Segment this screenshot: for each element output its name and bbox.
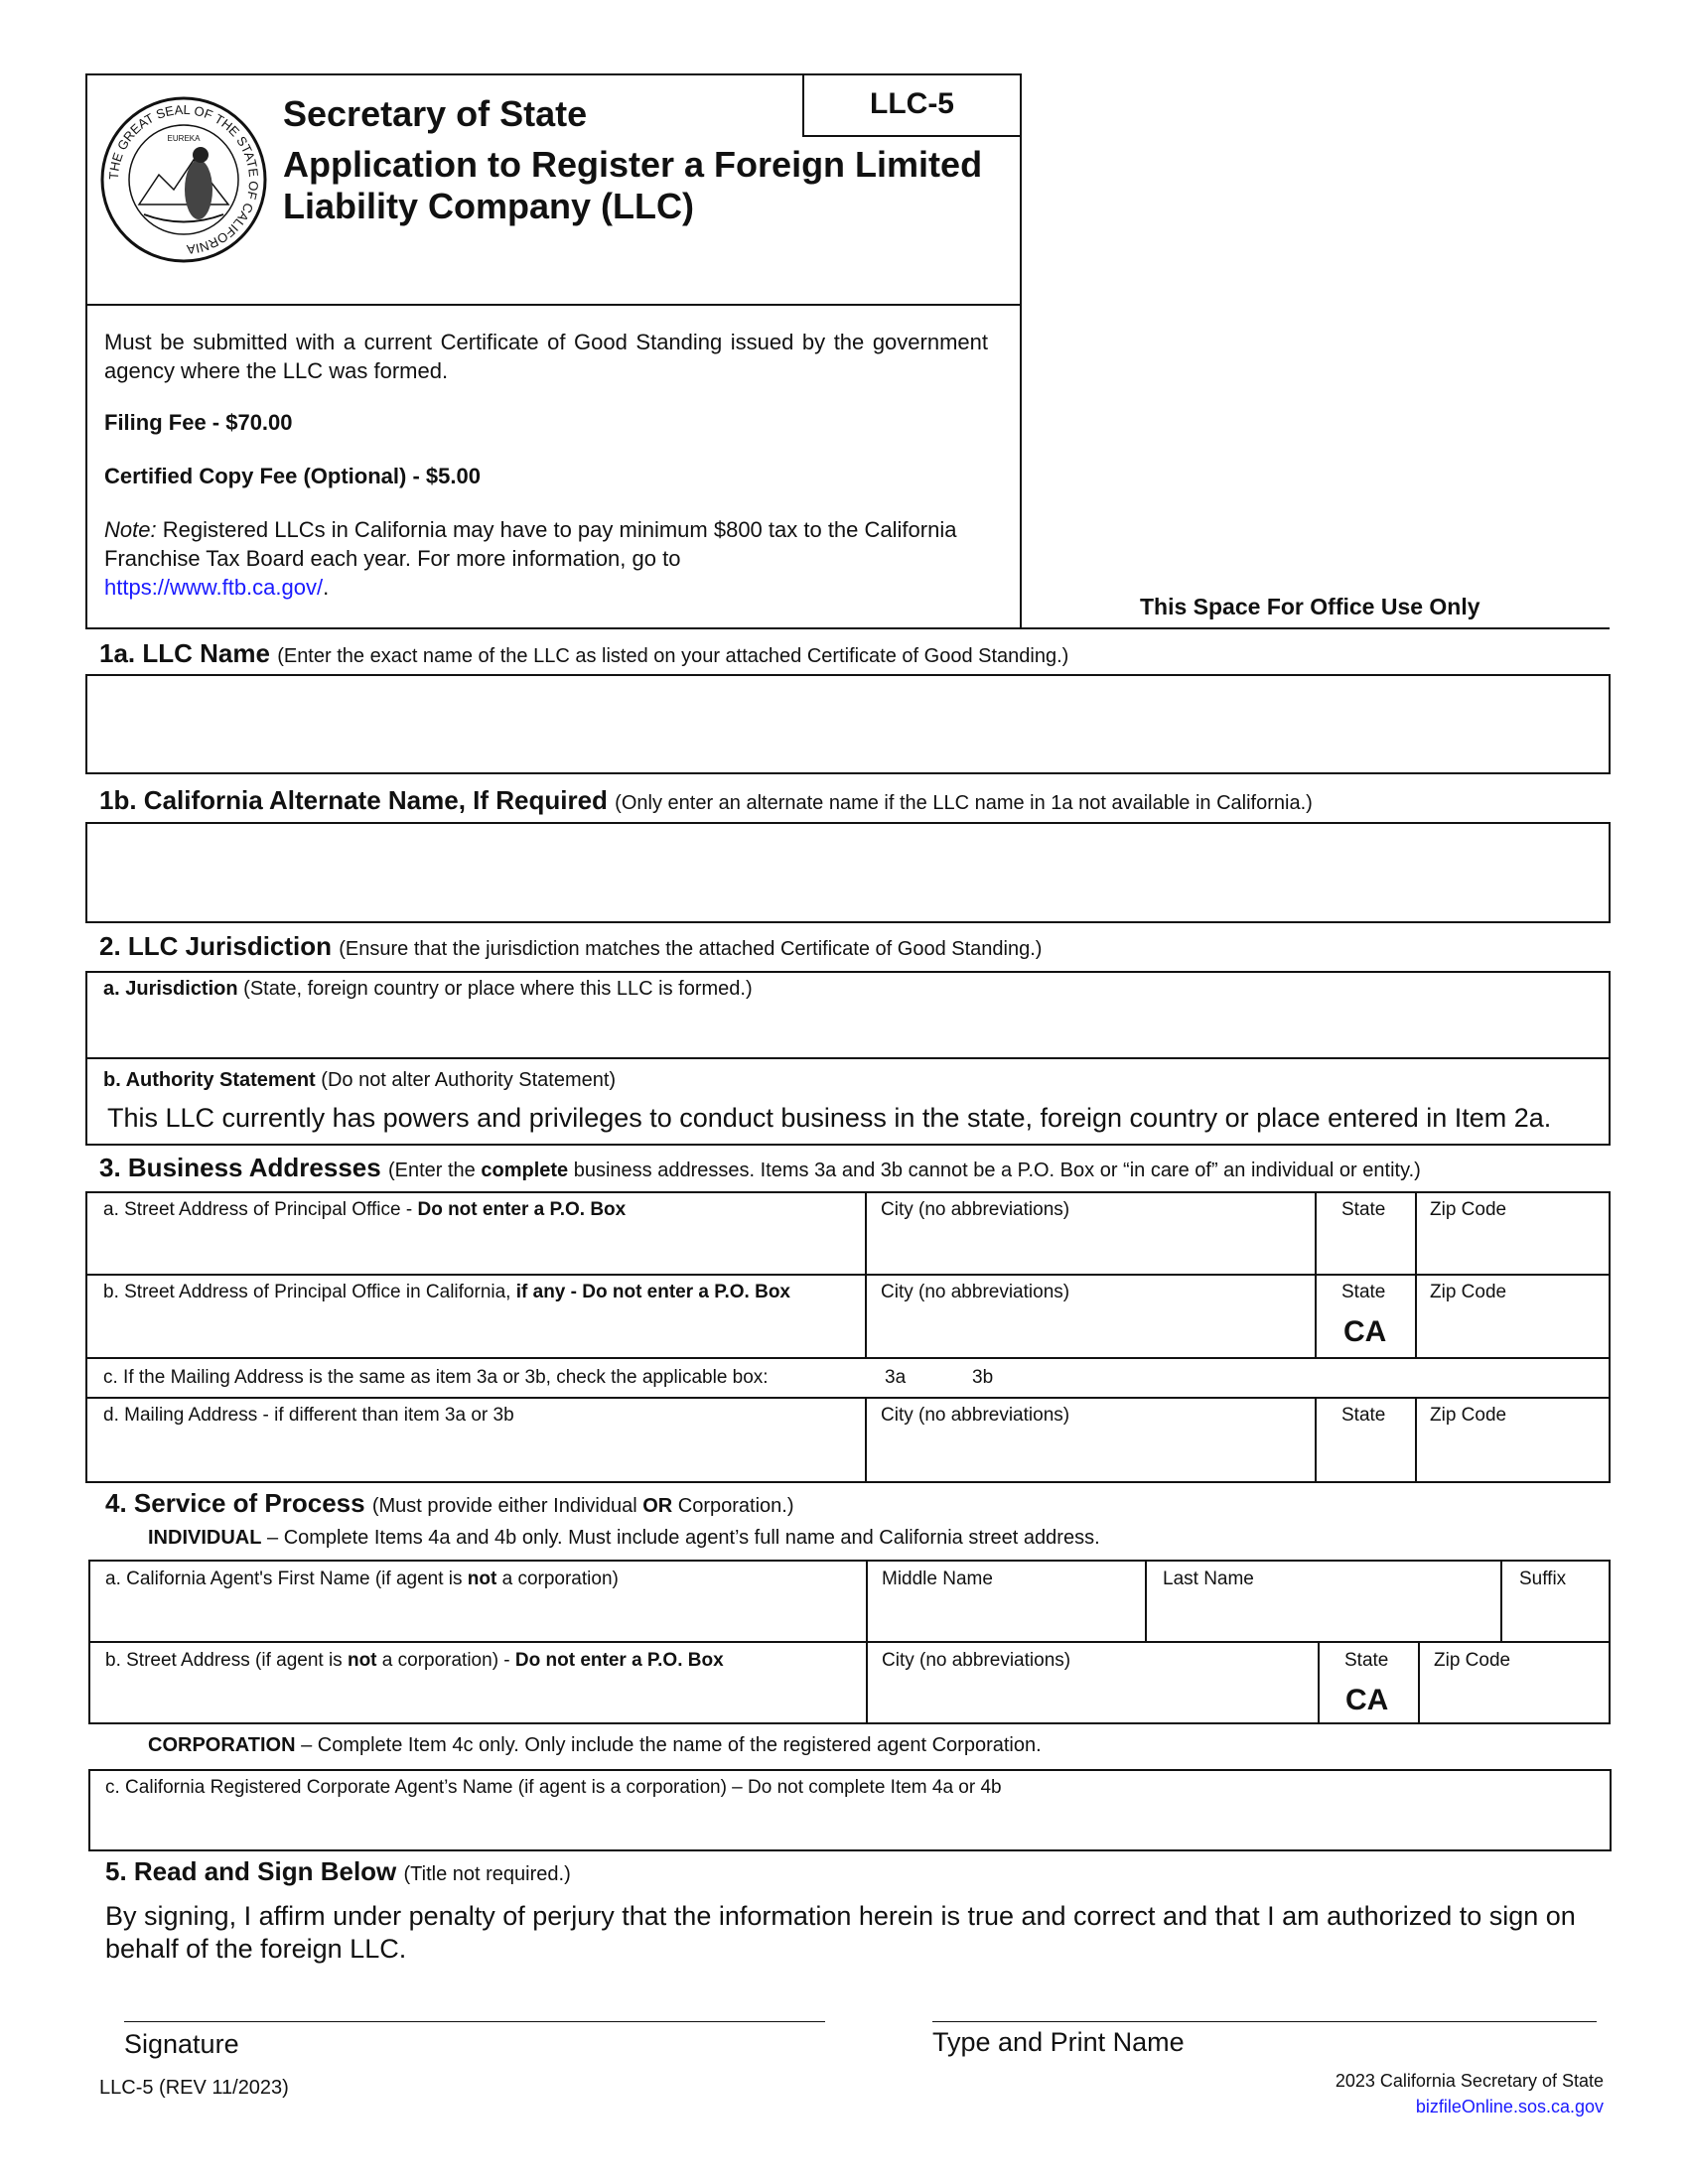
tax-note bbox=[104, 515, 988, 602]
svg-text:EUREKA: EUREKA bbox=[167, 134, 201, 143]
section-1b-heading bbox=[99, 785, 1313, 816]
divider bbox=[1418, 1641, 1420, 1723]
divider bbox=[866, 1560, 868, 1723]
mailing-same-3b-checkbox[interactable]: 3b bbox=[972, 1367, 994, 1388]
note: (Do not alter Authority Statement) bbox=[321, 1069, 617, 1091]
copy-fee: Certified Copy Fee (Optional) - $5.00 bbox=[104, 464, 481, 488]
note-bold: complete bbox=[481, 1160, 569, 1181]
signature-line[interactable] bbox=[124, 2021, 825, 2022]
label: a. Jurisdiction bbox=[103, 978, 238, 1000]
divider bbox=[85, 1274, 1610, 1276]
agent-last-name-field[interactable]: Last Name bbox=[1163, 1569, 1254, 1589]
principal-office-street-field[interactable] bbox=[103, 1199, 626, 1221]
label: a corporation) - bbox=[376, 1650, 515, 1671]
label: a corporation) bbox=[496, 1569, 619, 1589]
individual-instructions bbox=[148, 1527, 1100, 1550]
label-bold: not bbox=[347, 1650, 377, 1671]
ftb-link[interactable]: https://www.ftb.ca.gov/ bbox=[104, 575, 324, 600]
note-end: . bbox=[323, 575, 330, 600]
corporate-agent-label: c. California Registered Corporate Agent’s Name (if agent is a corporation) – Do not complete Item 4a or 4b bbox=[105, 1777, 1002, 1798]
note: business addresses. Items 3a and 3b cannot be a P.O. Box or “in care of” an individual or entity.) bbox=[568, 1160, 1421, 1181]
divider bbox=[85, 1357, 1610, 1359]
svg-text:THE GREAT SEAL OF THE STATE OF: THE GREAT SEAL OF THE STATE OF CALIFORNIA bbox=[105, 101, 262, 258]
agent-city-field[interactable]: City (no abbreviations) bbox=[882, 1650, 1071, 1671]
divider bbox=[865, 1397, 867, 1482]
section-2-heading bbox=[99, 931, 1042, 962]
signature-label: Signature bbox=[124, 2029, 239, 2059]
requirement-text: Must be submitted with a current Certificate of Good Standing issued by the government agency where the LLC was formed. bbox=[104, 330, 988, 383]
ca-office-street-field[interactable] bbox=[103, 1282, 790, 1303]
llc-name-field[interactable] bbox=[85, 674, 1611, 774]
label-bold: INDIVIDUAL bbox=[148, 1527, 262, 1549]
divider bbox=[1500, 1560, 1502, 1641]
section-4-heading bbox=[105, 1488, 793, 1519]
mailing-zip-field[interactable]: Zip Code bbox=[1430, 1405, 1507, 1426]
principal-office-state-field[interactable]: State bbox=[1341, 1199, 1386, 1220]
divider bbox=[85, 1397, 1610, 1399]
label: – Complete Items 4a and 4b only. Must include agent’s full name and California street address. bbox=[261, 1527, 1100, 1549]
label-bold: CORPORATION bbox=[148, 1734, 296, 1756]
section-title: 5. Read and Sign Below bbox=[105, 1856, 397, 1886]
divider bbox=[1145, 1560, 1147, 1641]
section-title: 4. Service of Process bbox=[105, 1488, 365, 1518]
info-section bbox=[104, 328, 988, 602]
divider bbox=[1315, 1397, 1317, 1482]
copyright: 2023 California Secretary of State bbox=[1335, 2071, 1604, 2091]
section-3-heading bbox=[99, 1153, 1421, 1183]
section-note: (Ensure that the jurisdiction matches the attached Certificate of Good Standing.) bbox=[339, 938, 1043, 960]
section-1a-heading bbox=[99, 638, 1068, 669]
divider bbox=[1415, 1397, 1417, 1482]
form-title-line1: Application to Register a Foreign Limited bbox=[283, 144, 983, 185]
jurisdiction-label bbox=[103, 978, 753, 1001]
label-bold: Do not enter a P.O. Box bbox=[417, 1199, 627, 1220]
ca-office-state-label: State bbox=[1341, 1282, 1386, 1302]
affirmation-text: By signing, I affirm under penalty of perjury that the information herein is true and correct and that I am authorized to sign on behalf of the foreign LLC. bbox=[105, 1901, 1576, 1964]
agent-middle-name-field[interactable]: Middle Name bbox=[882, 1569, 993, 1589]
section-title: 1b. California Alternate Name, If Required bbox=[99, 785, 608, 815]
divider bbox=[85, 1057, 1610, 1059]
divider bbox=[85, 627, 1610, 629]
note-text: Registered LLCs in California may have to pay minimum $800 tax to the California Franchise Tax Board each year. For more information, go to bbox=[104, 517, 957, 571]
agent-street-field[interactable] bbox=[105, 1650, 724, 1672]
divider bbox=[865, 1191, 867, 1357]
label-bold: Do not enter a P.O. Box bbox=[514, 1650, 724, 1671]
note-bold: OR bbox=[642, 1495, 673, 1517]
agent-suffix-field[interactable]: Suffix bbox=[1519, 1569, 1567, 1589]
filing-fee: Filing Fee - $70.00 bbox=[104, 410, 293, 435]
mailing-city-field[interactable]: City (no abbreviations) bbox=[881, 1405, 1070, 1426]
section-note: (Enter the exact name of the LLC as listed on your attached Certificate of Good Standing.) bbox=[277, 645, 1069, 667]
section-5-heading bbox=[105, 1856, 571, 1887]
label-bold: if any - Do not enter a P.O. Box bbox=[515, 1282, 791, 1302]
label: a. California Agent's First Name (if agent is bbox=[105, 1569, 468, 1589]
bizfile-link[interactable]: bizfileOnline.sos.ca.gov bbox=[1415, 2097, 1604, 2116]
mailing-same-label: c. If the Mailing Address is the same as item 3a or 3b, check the applicable box: bbox=[103, 1367, 769, 1388]
corporation-instructions bbox=[148, 1734, 1042, 1757]
print-name-label: Type and Print Name bbox=[932, 2027, 1185, 2057]
alternate-name-field[interactable] bbox=[85, 822, 1611, 923]
note: Corporation.) bbox=[672, 1495, 794, 1517]
divider bbox=[1318, 1641, 1320, 1723]
ca-office-zip-field[interactable]: Zip Code bbox=[1430, 1282, 1507, 1302]
office-use-label: This Space For Office Use Only bbox=[1140, 594, 1480, 619]
agent-state-label: State bbox=[1344, 1650, 1389, 1671]
section-title: 2. LLC Jurisdiction bbox=[99, 931, 333, 961]
section-note: (Only enter an alternate name if the LLC name in 1a not available in California.) bbox=[615, 792, 1313, 814]
print-name-line[interactable] bbox=[932, 2021, 1597, 2022]
divider bbox=[88, 1641, 1610, 1643]
mailing-street-field[interactable]: d. Mailing Address - if different than item 3a or 3b bbox=[103, 1405, 514, 1426]
section-title: 1a. LLC Name bbox=[99, 638, 270, 668]
label: b. Authority Statement bbox=[103, 1069, 316, 1091]
mailing-state-field[interactable]: State bbox=[1341, 1405, 1386, 1426]
mailing-same-3a-checkbox[interactable]: 3a bbox=[885, 1367, 907, 1388]
form-id-box bbox=[802, 73, 1022, 137]
note: (Must provide either Individual bbox=[371, 1495, 643, 1517]
note: (Enter the bbox=[387, 1160, 482, 1181]
label-bold: not bbox=[467, 1569, 497, 1589]
form-id: LLC-5 bbox=[870, 87, 954, 120]
ca-office-city-field[interactable]: City (no abbreviations) bbox=[881, 1282, 1070, 1302]
note-label: Note: bbox=[104, 517, 157, 542]
divider bbox=[1315, 1191, 1317, 1357]
principal-office-city-field[interactable]: City (no abbreviations) bbox=[881, 1199, 1070, 1220]
note: (State, foreign country or place where this LLC is formed.) bbox=[243, 978, 753, 1000]
divider bbox=[1415, 1191, 1417, 1357]
authority-label bbox=[103, 1069, 616, 1092]
section-note: (Title not required.) bbox=[403, 1863, 571, 1885]
ca-office-state-value: CA bbox=[1343, 1315, 1387, 1348]
divider bbox=[85, 304, 1021, 306]
agent-first-name-field[interactable] bbox=[105, 1569, 619, 1590]
label: b. Street Address of Principal Office in California, bbox=[103, 1282, 516, 1302]
state-seal bbox=[99, 95, 268, 264]
agent-zip-field[interactable]: Zip Code bbox=[1434, 1650, 1511, 1671]
agent-state-value: CA bbox=[1345, 1684, 1389, 1716]
form-revision: LLC-5 (REV 11/2023) bbox=[99, 2077, 289, 2099]
authority-statement: This LLC currently has powers and privileges to conduct business in the state, foreign country or place entered in Item 2a. bbox=[107, 1103, 1552, 1133]
label: a. Street Address of Principal Office - bbox=[103, 1199, 418, 1220]
agency-name: Secretary of State bbox=[283, 93, 588, 134]
label: b. Street Address (if agent is bbox=[105, 1650, 348, 1671]
form-title-line2: Liability Company (LLC) bbox=[283, 186, 694, 226]
label: – Complete Item 4c only. Only include the name of the registered agent Corporation. bbox=[295, 1734, 1042, 1756]
section-title: 3. Business Addresses bbox=[99, 1153, 381, 1182]
principal-office-zip-field[interactable]: Zip Code bbox=[1430, 1199, 1507, 1220]
